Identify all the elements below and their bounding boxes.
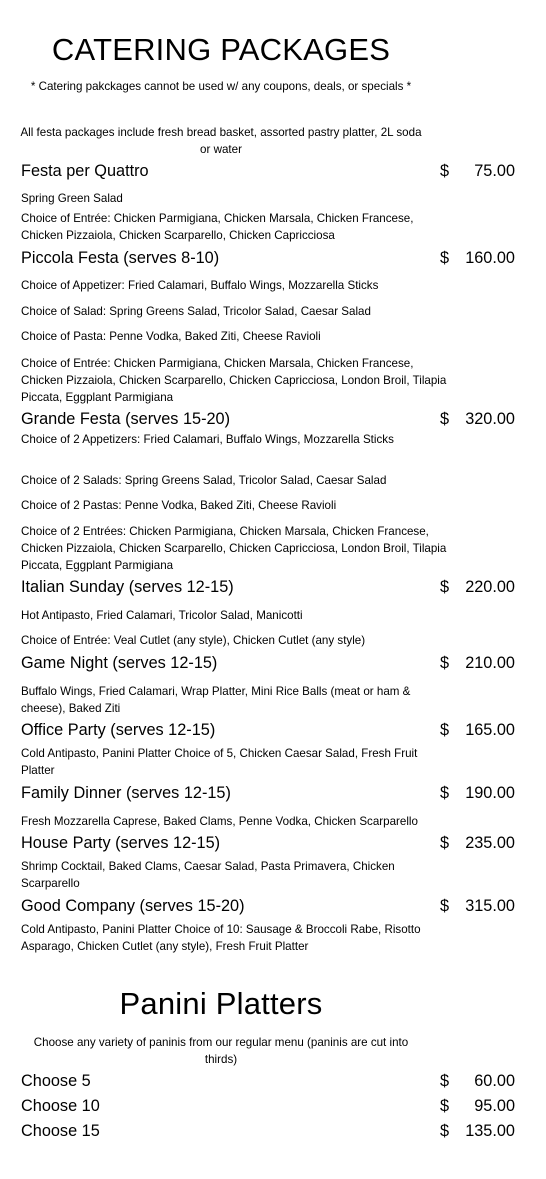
package-item: Choice of Appetizer: Fried Calamari, Buffalo Wings, Mozzarella Sticks <box>21 279 379 292</box>
package-item: Hot Antipasto, Fried Calamari, Tricolor Salad, Manicotti <box>21 609 303 622</box>
package-price <box>440 896 515 916</box>
package-item: Choice of 2 Entrées: Chicken Parmigiana, Chicken Marsala, Chicken Francese, Chicken Pizzaiola, Chicken Scarparello, Chicken Capricciosa, London Broil, Tilapia Piccata, Eggplant Parmigiana <box>21 525 447 572</box>
panini-option-name: Choose 15 <box>21 1122 100 1140</box>
price-value: 165.00 <box>465 721 515 739</box>
catering-title: CATERING PACKAGES <box>51 32 391 67</box>
currency-symbol: $ <box>440 410 450 428</box>
panini-option-price <box>440 1096 515 1116</box>
price-value: 210.00 <box>465 654 515 672</box>
panini-option-price <box>440 1121 515 1141</box>
package-price <box>440 720 515 740</box>
package-item: Buffalo Wings, Fried Calamari, Wrap Platter, Mini Rice Balls (meat or ham & cheese), Baked Ziti <box>21 685 411 715</box>
package-name: Italian Sunday (serves 12-15) <box>21 578 234 596</box>
package-price <box>440 161 515 181</box>
package-item: Choice of Salad: Spring Greens Salad, Tricolor Salad, Caesar Salad <box>21 305 371 318</box>
price-value: 95.00 <box>474 1097 515 1115</box>
package-item: Choice of Pasta: Penne Vodka, Baked Ziti, Cheese Ravioli <box>21 330 321 343</box>
package-price <box>440 653 515 673</box>
package-name: Game Night (serves 12-15) <box>21 654 218 672</box>
package-item: Choice of 2 Pastas: Penne Vodka, Baked Ziti, Cheese Ravioli <box>21 499 337 512</box>
currency-symbol: $ <box>440 249 450 267</box>
panini-title: Panini Platters <box>119 986 323 1021</box>
package-name: Family Dinner (serves 12-15) <box>21 784 231 802</box>
currency-symbol: $ <box>440 784 450 802</box>
package-item: Spring Green Salad <box>21 192 123 205</box>
package-name: Piccola Festa (serves 8-10) <box>21 249 220 267</box>
package-item: Shrimp Cocktail, Baked Clams, Caesar Salad, Pasta Primavera, Chicken Scarparello <box>21 860 395 890</box>
price-value: 320.00 <box>465 410 515 428</box>
package-item: Choice of 2 Appetizers: Fried Calamari, Buffalo Wings, Mozzarella Sticks <box>21 433 394 446</box>
package-item: Choice of Entrée: Chicken Parmigiana, Chicken Marsala, Chicken Francese, Chicken Pizzaiola, Chicken Scarparello, Chicken Capricciosa <box>21 212 414 242</box>
currency-symbol: $ <box>440 897 450 915</box>
price-value: 235.00 <box>465 834 515 852</box>
package-price <box>440 409 515 429</box>
package-name: House Party (serves 12-15) <box>21 834 221 852</box>
panini-note: Choose any variety of paninis from our regular menu (paninis are cut into thirds) <box>33 1036 409 1066</box>
package-item: Fresh Mozzarella Caprese, Baked Clams, Penne Vodka, Chicken Scarparello <box>21 815 418 828</box>
panini-option-price <box>440 1071 515 1091</box>
price-value: 160.00 <box>465 249 515 267</box>
catering-disclaimer: * Catering pakckages cannot be used w/ any coupons, deals, or specials * <box>30 80 412 93</box>
currency-symbol: $ <box>440 834 450 852</box>
price-value: 220.00 <box>465 578 515 596</box>
package-price <box>440 833 515 853</box>
price-value: 135.00 <box>465 1122 515 1140</box>
package-price <box>440 248 515 268</box>
package-name: Good Company (serves 15-20) <box>21 897 245 915</box>
currency-symbol: $ <box>440 1122 450 1140</box>
price-value: 315.00 <box>465 897 515 915</box>
package-item: Choice of Entrée: Veal Cutlet (any style), Chicken Cutlet (any style) <box>21 634 366 647</box>
package-item: Choice of Entrée: Chicken Parmigiana, Chicken Marsala, Chicken Francese, Chicken Pizzaiola, Chicken Scarparello, Chicken Capricciosa, London Broil, Tilapia Piccata, Eggplant Parmigiana <box>21 357 447 404</box>
package-name: Festa per Quattro <box>21 162 149 180</box>
package-item: Choice of 2 Salads: Spring Greens Salad, Tricolor Salad, Caesar Salad <box>21 474 387 487</box>
currency-symbol: $ <box>440 654 450 672</box>
price-value: 75.00 <box>474 162 515 180</box>
package-item: Cold Antipasto, Panini Platter Choice of 10: Sausage & Broccoli Rabe, Risotto Asparago, Chicken Cutlet (any style), Fresh Fruit Platter <box>21 923 421 953</box>
currency-symbol: $ <box>440 721 450 739</box>
panini-option-name: Choose 5 <box>21 1072 91 1090</box>
price-value: 190.00 <box>465 784 515 802</box>
currency-symbol: $ <box>440 578 450 596</box>
package-name: Office Party (serves 12-15) <box>21 721 216 739</box>
currency-symbol: $ <box>440 1097 450 1115</box>
package-price <box>440 783 515 803</box>
package-name: Grande Festa (serves 15-20) <box>21 410 231 428</box>
price-value: 60.00 <box>474 1072 515 1090</box>
panini-option-name: Choose 10 <box>21 1097 100 1115</box>
currency-symbol: $ <box>440 1072 450 1090</box>
catering-includes-note: All festa packages include fresh bread basket, assorted pastry platter, 2L soda or water <box>20 126 422 156</box>
currency-symbol: $ <box>440 162 450 180</box>
package-price <box>440 577 515 597</box>
package-item: Cold Antipasto, Panini Platter Choice of 5, Chicken Caesar Salad, Fresh Fruit Platter <box>21 747 418 777</box>
